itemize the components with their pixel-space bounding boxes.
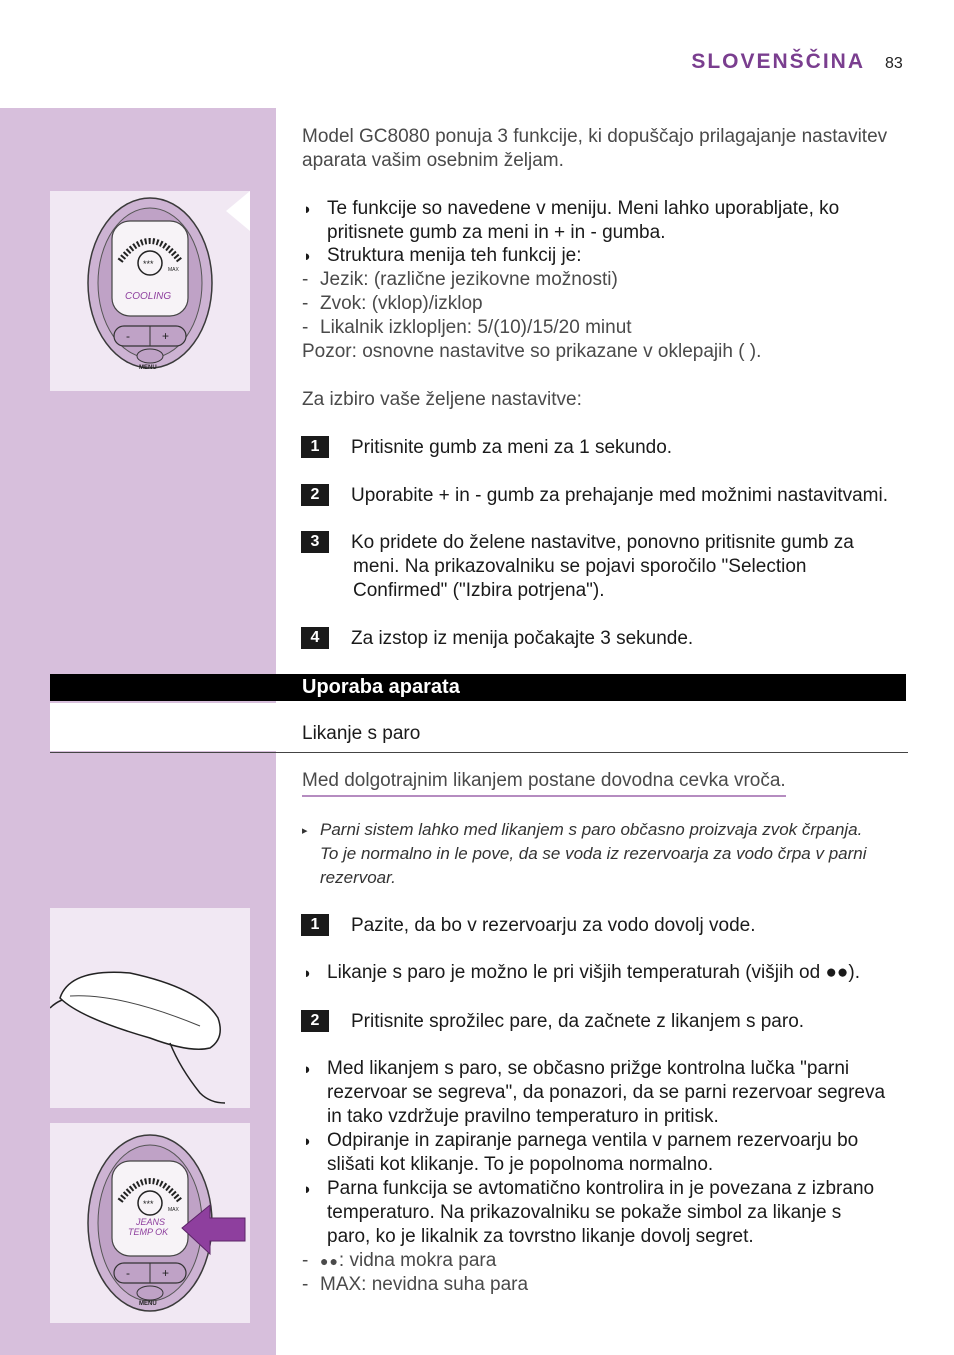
figure-display-jeans — [50, 1123, 250, 1323]
menu-bullet-1-line-1: Te funkcije so navedene v meniju. Meni lahko uporabljate, ko — [327, 198, 840, 219]
menu-dash-3: Likalnik izklopljen: 5/(10)/15/20 minut — [320, 317, 632, 338]
bullet-icon: ◗ — [303, 1133, 313, 1150]
steam-dash-marker: - — [302, 1274, 309, 1295]
svg-text:***: *** — [143, 1199, 154, 1209]
step-number-3: 3 — [301, 531, 329, 553]
warning-text: Med dolgotrajnim likanjem postane dovodna cevka vroča. — [302, 769, 786, 797]
steam-dots-icon: ●● — [320, 1253, 339, 1269]
steam-step-1-text: Pazite, da bo v rezervoarju za vodo dovolj vode. — [351, 915, 756, 936]
menu-dash-marker: - — [302, 269, 309, 290]
bullet-icon: ◗ — [303, 1061, 313, 1078]
tip-arrow-icon: ▸ — [302, 825, 308, 837]
display1-cooling-text: COOLING — [125, 291, 172, 302]
steam-bullet-1-line-3: in tako vzdržuje pravilno temperaturo in pritisk. — [327, 1106, 719, 1127]
steam-bullet-3-line-2: temperaturo. Na prikazovalniku se pokaže simbol za likanje s — [327, 1202, 842, 1223]
steam-step-2-text: Pritisnite sprožilec pare, da začnete z likanjem s paro. — [351, 1011, 805, 1032]
display-jeans-illustration — [50, 1123, 250, 1323]
intro-line-1: Model GC8080 ponuja 3 funkcije, ki dopuščajo prilagajanje nastavitev — [302, 126, 888, 147]
steam-bullet-1-line-2: rezervoar se segreva", da ponazori, da se parni rezervoar segreva — [327, 1082, 886, 1103]
bullet-icon: ◗ — [303, 248, 313, 265]
bullet-icon: ◗ — [303, 201, 313, 218]
tip-line-3: rezervoar. — [320, 868, 396, 887]
display2-menu-label: MENU — [139, 1301, 157, 1307]
menu-note: Pozor: osnovne nastavitve so prikazane v oklepajih ( ). — [302, 341, 762, 362]
display2-max-label: MAX — [168, 1207, 179, 1213]
display1-max-label: MAX — [168, 267, 179, 273]
section-subtitle: Likanje s paro — [302, 723, 421, 744]
intro-line-2: aparata vašim osebnim željam. — [302, 150, 564, 171]
steam-bullet-3-line-3: paro, ko je likalnik za tovrstno likanje dovolj segret. — [327, 1226, 754, 1247]
language-header: SLOVENŠČINA — [691, 50, 865, 73]
display1-plus-button: + — [162, 329, 170, 343]
display2-temp-ok-text: TEMP OK — [128, 1227, 169, 1237]
figure-display-cooling — [50, 191, 250, 391]
iron-illustration — [50, 908, 250, 1108]
display-cooling-illustration — [50, 191, 250, 391]
display2-minus-button: - — [126, 1266, 130, 1280]
bullet-icon: ◗ — [303, 965, 313, 982]
step-3-line-3: Confirmed" ("Izbira potrjena"). — [353, 580, 605, 601]
section-title-bar — [50, 674, 906, 701]
step-number-4: 4 — [301, 627, 329, 649]
steam-bullet-3-line-1: Parna funkcija se avtomatično kontrolira in je povezana z izbrano — [327, 1178, 875, 1199]
menu-choose: Za izbiro vaše željene nastavitve: — [302, 389, 582, 410]
menu-dash-marker: - — [302, 293, 309, 314]
steam-dash-2: MAX: nevidna suha para — [320, 1274, 529, 1295]
steam-dash-1-text: : vidna mokra para — [338, 1250, 497, 1271]
menu-dash-2: Zvok: (vklop)/izklop — [320, 293, 483, 314]
menu-bullet-2: Struktura menija teh funkcij je: — [327, 245, 582, 266]
section-title: Uporaba aparata — [302, 676, 460, 698]
svg-text:***: *** — [143, 259, 154, 269]
step-number-2: 2 — [301, 484, 329, 506]
steam-step-number-2: 2 — [301, 1010, 329, 1032]
display2-plus-button: + — [162, 1266, 170, 1280]
step-number-1: 1 — [301, 436, 329, 458]
steam-bullet-2-line-1: Odpiranje in zapiranje parnega ventila v parnem rezervoarju bo — [327, 1130, 859, 1151]
menu-dash-marker: - — [302, 317, 309, 338]
steam-temp-bullet: Likanje s paro je možno le pri višjih temperaturah (višjih od ●●). — [327, 962, 861, 983]
step-4-text: Za izstop iz menija počakajte 3 sekunde. — [351, 628, 694, 649]
steam-step-number-1: 1 — [301, 914, 329, 936]
steam-dash-1 — [320, 1249, 496, 1273]
display2-jeans-text: JEANS — [136, 1217, 166, 1227]
menu-bullet-1-line-2: pritisnete gumb za meni in + in - gumba. — [327, 222, 666, 243]
steam-dash-marker: - — [302, 1250, 309, 1271]
tip-line-1: Parni sistem lahko med likanjem s paro občasno proizvaja zvok črpanja. — [320, 820, 863, 839]
display1-menu-label: MENU — [139, 365, 157, 371]
menu-dash-1: Jezik: (različne jezikovne možnosti) — [320, 269, 618, 290]
figure-steam-iron — [50, 908, 250, 1108]
display1-minus-button: - — [126, 329, 130, 343]
bullet-icon: ◗ — [303, 1181, 313, 1198]
page-number: 83 — [885, 55, 903, 72]
steam-bullet-2-line-2: slišati kot klikanje. To je popolnoma normalno. — [327, 1154, 714, 1175]
step-2-text: Uporabite + in - gumb za prehajanje med možnimi nastavitvami. — [351, 485, 889, 506]
step-3-line-2: meni. Na prikazovalniku se pojavi sporočilo "Selection — [353, 556, 807, 577]
steam-bullet-1-line-1: Med likanjem s paro, se občasno prižge kontrolna lučka "parni — [327, 1058, 850, 1079]
step-1-text: Pritisnite gumb za meni za 1 sekundo. — [351, 437, 673, 458]
subtitle-divider — [50, 752, 908, 753]
tip-line-2: To je normalno in le pove, da se voda iz rezervoarja za vodo črpa v parni — [320, 844, 867, 863]
step-3-line-1: Ko pridete do želene nastavitve, ponovno pritisnite gumb za — [351, 532, 854, 553]
subtitle-gap — [50, 703, 276, 751]
